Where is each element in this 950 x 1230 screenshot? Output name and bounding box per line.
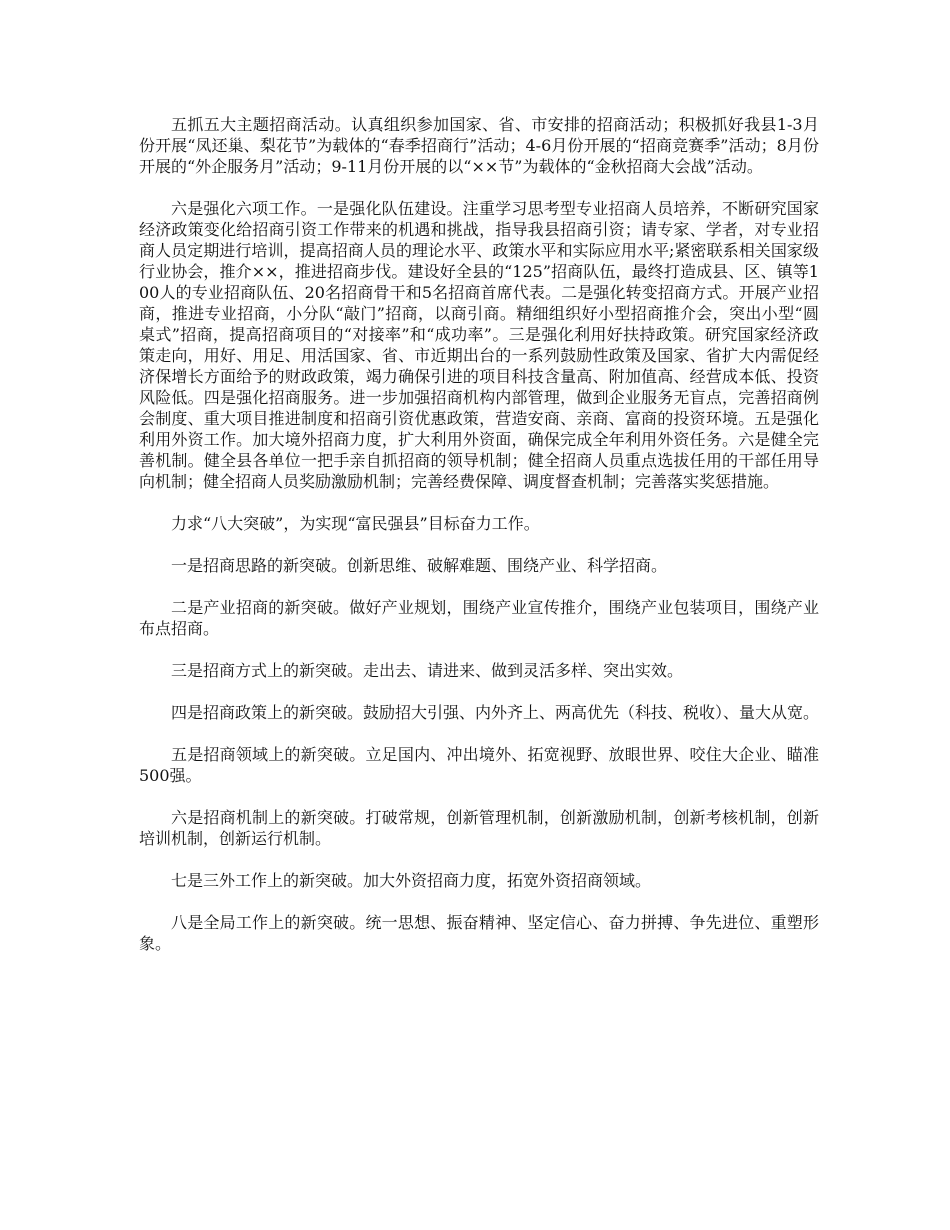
paragraph-breakthrough-5: 五是招商领域上的新突破。立足国内、冲出境外、拓宽视野、放眼世界、咬住大企业、瞄准500强。: [139, 745, 819, 785]
paragraph-breakthrough-7: 七是三外工作上的新突破。加大外资招商力度，拓宽外资招商领域。: [171, 871, 652, 890]
paragraph-breakthrough-2: 二是产业招商的新突破。做好产业规划，围绕产业宣传推介，围绕产业包装项目，围绕产业布点招商。: [139, 598, 819, 638]
document-body: [139, 114, 819, 975]
paragraph-eight-breakthroughs-intro: 力求“八大突破”，为实现“富民强县”目标奋力工作。: [171, 514, 540, 533]
paragraph-breakthrough-8: 八是全局工作上的新突破。统一思想、振奋精神、坚定信心、奋力拼搏、争先进位、重塑形象。: [139, 913, 819, 953]
paragraph-breakthrough-3: 三是招商方式上的新突破。走出去、请进来、做到灵活多样、突出实效。: [171, 661, 684, 680]
paragraph-breakthrough-4: 四是招商政策上的新突破。鼓励招大引强、内外齐上、两高优先（科技、税收）、量大从宽。: [171, 703, 820, 722]
paragraph-breakthrough-1: 一是招商思路的新突破。创新思维、破解难题、围绕产业、科学招商。: [171, 556, 668, 575]
paragraph-six-tasks: 六是强化六项工作。一是强化队伍建设。注重学习思考型专业招商人员培养，不断研究国家经济政策变化给招商引资工作带来的机遇和挑战，指导我县招商引资；请专家、学者，对专业招商人员定期进行培训，提高招商人员的理论水平、政策水平和实际应用水平;紧密联系相关国家级行业协会，推介××，推进招商步伐。建设好全县的“125”招商队伍，最终打造成县、区、镇等100人的专业招商队伍、20名招商骨干和5名招商首席代表。二是强化转变招商方式。开展产业招商，推进专业招商，小分队“敲门”招商，以商引商。精细组织好小型招商推介会，突出小型“圆桌式”招商，提高招商项目的“对接率”和“成功率”。三是强化利用好扶持政策。研究国家经济政策走向，用好、用足、用活国家、省、市近期出台的一系列鼓励性政策及国家、省扩大内需促经济保增长方面给予的财政政策，竭力确保引进的项目科技含量高、附加值高、经营成本低、投资风险低。四是强化招商服务。进一步加强招商机构内部管理，做到企业服务无盲点，完善招商例会制度、重大项目推进制度和招商引资优惠政策，营造安商、亲商、富商的投资环境。五是强化利用外资工作。加大境外招商力度，扩大利用外资面，确保完成全年利用外资任务。六是健全完善机制。健全县各单位一把手亲自抓招商的领导机制；健全招商人员重点选拔任用的干部任用导向机制；健全招商人员奖励激励机制；完善经费保障、调度督查机制；完善落实奖惩措施。: [139, 199, 819, 491]
paragraph-five-activities: 五抓五大主题招商活动。认真组织参加国家、省、市安排的招商活动；积极抓好我县1-3月份开展“凤还巢、梨花节”为载体的“春季招商行”活动；4-6月份开展的“招商竞赛季”活动；8月份开展的“外企服务月”活动；9-11月份开展的以“××节”为载体的“金秋招商大会战”活动。: [139, 115, 819, 176]
paragraph-breakthrough-6: 六是招商机制上的新突破。打破常规，创新管理机制，创新激励机制，创新考核机制，创新培训机制，创新运行机制。: [139, 808, 819, 848]
